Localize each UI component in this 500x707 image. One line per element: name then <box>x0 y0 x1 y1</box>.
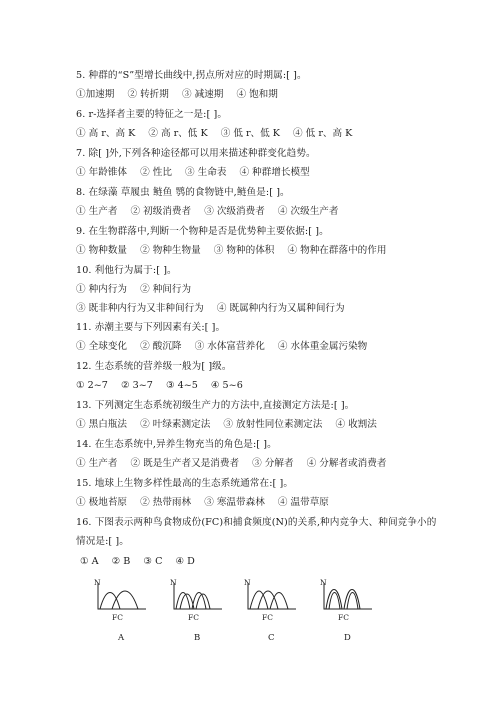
question-16-options <box>80 556 205 568</box>
option: ③ 分解者 <box>252 458 294 469</box>
figure-c <box>236 577 296 647</box>
figure-c-graph <box>236 577 298 617</box>
option: ② 种间行为 <box>140 284 192 295</box>
question-14: 14. 在生态系统中,异养生物充当的角色是:[ ]。 <box>76 439 277 450</box>
question-5: 5. 种群的“S”型增长曲线中,拐点所对应的时期属:[ ]。 <box>76 70 307 81</box>
question-11: 11. 赤潮主要与下列因素有关:[ ]。 <box>76 322 226 333</box>
option: ③ 4~5 <box>165 380 198 391</box>
option: ① 黑白瓶法 <box>76 419 128 430</box>
option: ② 3~7 <box>120 380 153 391</box>
figure-b-graph <box>162 577 224 617</box>
axis-x-label: FC <box>262 613 273 622</box>
option: ① A <box>80 556 99 567</box>
question-10-options-a <box>76 284 201 296</box>
figure-b-caption: B <box>194 633 201 643</box>
axis-y-label: N <box>94 578 101 587</box>
option: ③ 次级消费者 <box>204 206 265 217</box>
figure-a-graph <box>86 577 148 617</box>
figure-b <box>162 577 222 647</box>
option: ① 2~7 <box>76 380 108 391</box>
question-8: 8. 在绿藻 草履虫 鲢鱼 鹗的食物链中,鲢鱼是:[ ]。 <box>76 187 290 198</box>
question-12-options <box>76 380 253 392</box>
question-8-options <box>76 206 349 218</box>
option: ① 种内行为 <box>76 284 128 295</box>
question-14-options <box>76 458 396 470</box>
question-16-line-1: 16. 下图表示两种鸟食物成份(FC)和捕食频度(N)的关系,种内竞争大、种间竞争小的 <box>76 517 437 528</box>
option: ② 热带雨林 <box>140 497 192 508</box>
option: ① 生产者 <box>76 206 118 217</box>
question-12: 12. 生态系统的营养级一般为[ ]级。 <box>76 361 232 372</box>
axis-x-label: FC <box>338 613 349 622</box>
option: ③ 减速期 <box>181 89 224 100</box>
option: ② 叶绿素测定法 <box>140 419 211 430</box>
option: ③ C <box>143 556 163 567</box>
question-5-options <box>76 89 288 101</box>
option: ③ 生命表 <box>185 167 227 178</box>
figure-a-caption: A <box>118 633 125 643</box>
option: ① 生产者 <box>76 458 118 469</box>
option: ① 高 r、高 K <box>76 128 136 139</box>
question-15: 15. 地球上生物多样性最高的生态系统通常在:[ ]。 <box>76 478 294 489</box>
option: ④ 既属种内行为又属种间行为 <box>216 303 345 314</box>
option: ② 酸沉降 <box>140 341 182 352</box>
option: ③ 低 r、低 K <box>220 128 280 139</box>
option: ④ 次级生产者 <box>277 206 339 217</box>
question-15-options <box>76 497 339 509</box>
question-9: 9. 在生物群落中,判断一个物种是否是优势种主要依据:[ ]。 <box>76 226 329 237</box>
question-10: 10. 利他行为属于:[ ]。 <box>76 265 177 276</box>
option: ③ 物种的体积 <box>213 245 275 256</box>
option: ② 性比 <box>140 167 172 178</box>
question-13-options <box>76 419 387 431</box>
question-7: 7. 除[ ]外,下列各种途径都可以用来描述种群变化趋势。 <box>76 148 316 159</box>
question-13: 13. 下列测定生态系统初级生产力的方法中,直接测定方法是:[ ]。 <box>76 400 355 411</box>
axis-y-label: N <box>320 578 327 587</box>
axis-x-label: FC <box>188 613 199 622</box>
option: ② 既是生产者又是消费者 <box>130 458 240 469</box>
option: ④ 种群增长模型 <box>239 167 310 178</box>
figure-d-graph <box>312 577 374 617</box>
axis-y-label: N <box>170 578 177 587</box>
figure-d-caption: D <box>344 633 351 643</box>
figure-group <box>86 577 386 647</box>
option: ④ 物种在群落中的作用 <box>287 245 387 256</box>
question-7-options <box>76 167 320 179</box>
figure-c-caption: C <box>268 633 275 643</box>
option: ① 极地苔原 <box>76 497 128 508</box>
question-10-options-b <box>76 303 355 315</box>
option: ④ 水体重金属污染物 <box>277 341 368 352</box>
question-6-options <box>76 128 362 140</box>
figure-d <box>312 577 372 647</box>
option: ③ 既非种内行为又非种间行为 <box>76 303 204 314</box>
question-9-options <box>76 245 396 257</box>
option: ④ D <box>175 556 195 567</box>
figure-a <box>86 577 146 647</box>
option: ④ 低 r、高 K <box>293 128 353 139</box>
option: ④ 收割法 <box>335 419 377 430</box>
option: ①加速期 <box>76 89 115 100</box>
option: ③ 寒温带森林 <box>204 497 265 508</box>
option: ② 转折期 <box>127 89 169 100</box>
axis-x-label: FC <box>112 613 123 622</box>
option: ② 物种生物量 <box>140 245 201 256</box>
option: ① 物种数量 <box>76 245 128 256</box>
option: ① 全球变化 <box>76 341 128 352</box>
axis-y-label: N <box>244 578 251 587</box>
option: ④ 饱和期 <box>236 89 278 100</box>
question-16-line-2: 情况是:[ ]。 <box>76 536 129 547</box>
option: ④ 5~6 <box>210 380 243 391</box>
option: ② 高 r、低 K <box>148 128 208 139</box>
option: ③ 放射性同位素测定法 <box>223 419 323 430</box>
option: ③ 水体富营养化 <box>194 341 265 352</box>
option: ④ 分解者或消费者 <box>306 458 387 469</box>
option: ① 年龄锥体 <box>76 167 128 178</box>
option: ④ 温带草原 <box>277 497 329 508</box>
question-11-options <box>76 341 377 353</box>
option: ② 初级消费者 <box>130 206 192 217</box>
question-6: 6. r-选择者主要的特征之一是:[ ]。 <box>76 109 228 120</box>
option: ② B <box>111 556 131 567</box>
